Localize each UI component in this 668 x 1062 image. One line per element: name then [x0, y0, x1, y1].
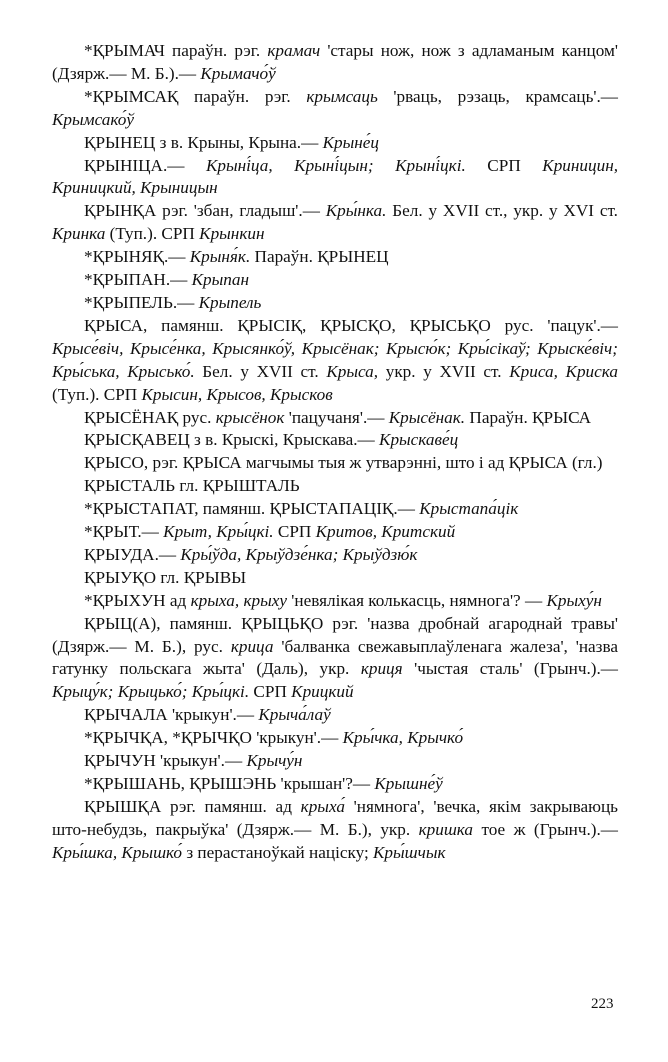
entry-surname-forms: Крымачо́ў	[200, 63, 276, 83]
dictionary-entry	[52, 452, 618, 475]
entry-text: *ҚРЫПАН.—	[84, 270, 192, 290]
dictionary-entry	[52, 498, 618, 521]
entry-surname-forms: крыха, крыху	[190, 590, 287, 610]
entry-surname-forms: Крынкин	[199, 224, 265, 244]
entry-surname-forms: Кры́нка.	[325, 201, 387, 221]
entry-text: *ҚРЫХУН ад	[84, 590, 191, 610]
entry-text: *ҚРЫТ.—	[84, 522, 164, 542]
entry-text: ҚРЫЧАЛА 'крыкун'.—	[84, 705, 259, 725]
entry-surname-forms: Крымсако́ў	[52, 109, 135, 129]
entry-text: Бел. у XVII ст., укр. у XVI ст.	[386, 201, 618, 221]
dictionary-entry	[52, 40, 618, 86]
dictionary-entry	[52, 750, 618, 773]
entry-text: ҚРЫСО, рэг. ҚРЫСА магчымы тыя ж утварэнні, што і ад ҚРЫСА (гл.)	[84, 453, 603, 473]
entry-surname-forms: Крицкий	[291, 682, 354, 702]
entry-text: 'чыстая сталь' (Грынч.).—	[402, 659, 618, 679]
entry-text: ҚРЫСТАЛЬ гл. ҚРЫШТАЛЬ	[84, 476, 300, 496]
entry-surname-forms: Крыскаве́ц	[379, 430, 459, 450]
entry-text: (Туп.). СРП	[105, 224, 200, 244]
dictionary-entry	[52, 475, 618, 498]
dictionary-entry	[52, 315, 618, 407]
entry-surname-forms: криця	[360, 659, 403, 679]
dictionary-entry	[52, 246, 618, 269]
entry-text: СРП	[465, 155, 543, 175]
entry-text: *ҚРЫПЕЛЬ.—	[84, 292, 199, 312]
dictionary-entry	[52, 200, 618, 246]
entry-text: ҚРЫНЕЦ з в. Крыны, Крына.—	[84, 132, 323, 152]
entry-surname-forms: Крыні́ца, Крыні́цын; Крыні́цкі.	[205, 155, 466, 175]
entry-text: ҚРЫШҚА рэг. памянш. ад	[84, 796, 301, 816]
entry-text: 'невялікая колькасць, нямнога'? —	[286, 590, 547, 610]
entry-text: СРП	[273, 522, 316, 542]
entry-surname-forms: Крысин, Крысов, Крысков	[141, 384, 333, 404]
entry-text: *ҚРЫМСАҚ параўн. рэг.	[84, 86, 307, 106]
entry-surname-forms: Крыпан	[191, 270, 249, 290]
entry-text: *ҚРЫМАЧ параўн. рэг.	[84, 41, 268, 60]
dictionary-entry	[52, 613, 618, 705]
dictionary-entry	[52, 132, 618, 155]
entry-text: *ҚРЫЧҚА, *ҚРЫЧҚО 'крыкун'.—	[84, 728, 343, 748]
entry-text: *ҚРЫНЯҚ.—	[84, 247, 190, 267]
dictionary-entry	[52, 796, 618, 865]
entry-text: ҚРЫЧУН 'крыкун'.—	[84, 751, 247, 771]
entry-surname-forms: Критов, Критский	[315, 522, 456, 542]
entry-surname-forms: Кринка	[52, 224, 106, 244]
entry-surname-forms: Крыху́н	[546, 590, 602, 610]
entry-text: 'балванка свежавыплаўленага жалеза', 'назва гатунку польскага жыта' (Даль), укр.	[52, 636, 618, 679]
dictionary-entry	[52, 269, 618, 292]
dictionary-entry	[52, 704, 618, 727]
entry-text: тое ж (Грынч.).—	[473, 819, 618, 839]
dictionary-entry	[52, 773, 618, 796]
entry-text: СРП	[249, 682, 292, 702]
entry-surname-forms: Крышне́ў	[374, 774, 443, 793]
entry-surname-forms: Крысёнак.	[388, 407, 466, 427]
entry-surname-forms: Крыпель	[198, 292, 262, 312]
entry-text: 'нямнога', 'вечка, якім закрываюць што-небудзь, пакрыўка' (Дзярж.— М. Б.), укр.	[52, 796, 618, 839]
entry-text: ҚРЫНІЦА.—	[84, 155, 206, 175]
entry-surname-forms: Кры́ўда, Крыўдзе́нка; Крыўдзю́к	[180, 544, 418, 564]
entry-text: ҚРЫСА, памянш. ҚРЫСІҚ, ҚРЫСҚО, ҚРЫСЬҚО рус. 'пацук'.—	[84, 315, 618, 335]
entry-surname-forms: крица	[230, 636, 274, 656]
dictionary-entry	[52, 521, 618, 544]
page-number: 223	[591, 996, 614, 1012]
entry-surname-forms: Кры́шчык	[373, 842, 446, 862]
entry-surname-forms: Крыса,	[326, 361, 379, 381]
entry-text: (Туп.). СРП	[52, 384, 142, 404]
dictionary-entry	[52, 590, 618, 613]
entry-surname-forms: Крыцу́к; Крыцько́; Кры́цкі.	[52, 682, 250, 702]
dictionary-entry	[52, 429, 618, 452]
dictionary-entry	[52, 155, 618, 201]
entry-text: Параўн. ҚРЫСА	[465, 407, 592, 427]
dictionary-entry	[52, 407, 618, 430]
dictionary-entry	[52, 567, 618, 590]
entry-text: 'рваць, рэзаць, крамсаць'.—	[377, 86, 618, 106]
dictionary-entry	[52, 292, 618, 315]
entry-surname-forms: Крычу́н	[246, 751, 303, 771]
entry-surname-forms: Криницин, Криницкий, Крыницын	[52, 155, 619, 198]
entry-text: 'стары нож, нож з адламаным канцом' (Дзярж.— М. Б.).—	[52, 41, 618, 83]
dictionary-entry	[52, 86, 618, 132]
entry-surname-forms: Криса, Криска	[509, 361, 618, 381]
entry-surname-forms: Крыстапа́цік	[419, 499, 519, 519]
entry-surname-forms: Крыт, Кры́цкі.	[163, 522, 274, 542]
entry-text: Бел. у XVII ст.	[194, 361, 327, 381]
entry-surname-forms: Кры́чка, Крычко́	[342, 728, 464, 748]
entry-surname-forms: Кры́шка, Крышко́	[52, 842, 183, 862]
entry-surname-forms: крымсаць	[306, 86, 378, 106]
entry-text: *ҚРЫШАНЬ, ҚРЫШЭНЬ 'крышан'?—	[84, 774, 375, 793]
entry-surname-forms: Крысе́віч, Крысе́нка, Крысянко́ў, Крысёнак; Крысю́к; Кры́сікаў; Крыске́віч; Кры́ська, Крысько́.	[52, 338, 618, 381]
entry-surname-forms: крамач	[267, 41, 321, 60]
entry-list	[52, 40, 618, 865]
entry-surname-forms: Крыне́ц	[322, 132, 379, 152]
entry-text: 'пацучаня'.—	[284, 407, 389, 427]
entry-text: укр. у XVII ст.	[378, 361, 510, 381]
dictionary-entry	[52, 727, 618, 750]
entry-text: *ҚРЫСТАПАТ, памянш. ҚРЫСТАПАЦІҚ.—	[84, 499, 420, 519]
entry-surname-forms: крысёнок	[215, 407, 285, 427]
entry-surname-forms: Крыча́лаў	[258, 705, 331, 725]
entry-surname-forms: Крыня́к.	[189, 247, 251, 267]
entry-text: Параўн. ҚРЫНЕЦ	[250, 247, 389, 267]
entry-surname-forms: крыха́	[300, 796, 345, 816]
entry-text: ҚРЫУДА.—	[84, 544, 181, 564]
entry-text: ҚРЫЦ(А), памянш. ҚРЫЦЬҚО рэг. 'назва дробнай агароднай травы' (Дзярж.— М. Б.), рус.	[52, 613, 618, 656]
entry-text: ҚРЫСҚАВЕЦ з в. Крыскі, Крыскава.—	[84, 430, 380, 450]
dictionary-entry	[52, 544, 618, 567]
entry-surname-forms: кришка	[418, 819, 474, 839]
entry-text: з перастаноўкай націску;	[182, 842, 374, 862]
entry-text: ҚРЫУҚО гл. ҚРЫВЫ	[84, 567, 247, 587]
entry-text: ҚРЫСЁНАҚ рус.	[84, 407, 216, 427]
entry-text: ҚРЫНҚА рэг. 'збан, гладыш'.—	[84, 201, 326, 221]
